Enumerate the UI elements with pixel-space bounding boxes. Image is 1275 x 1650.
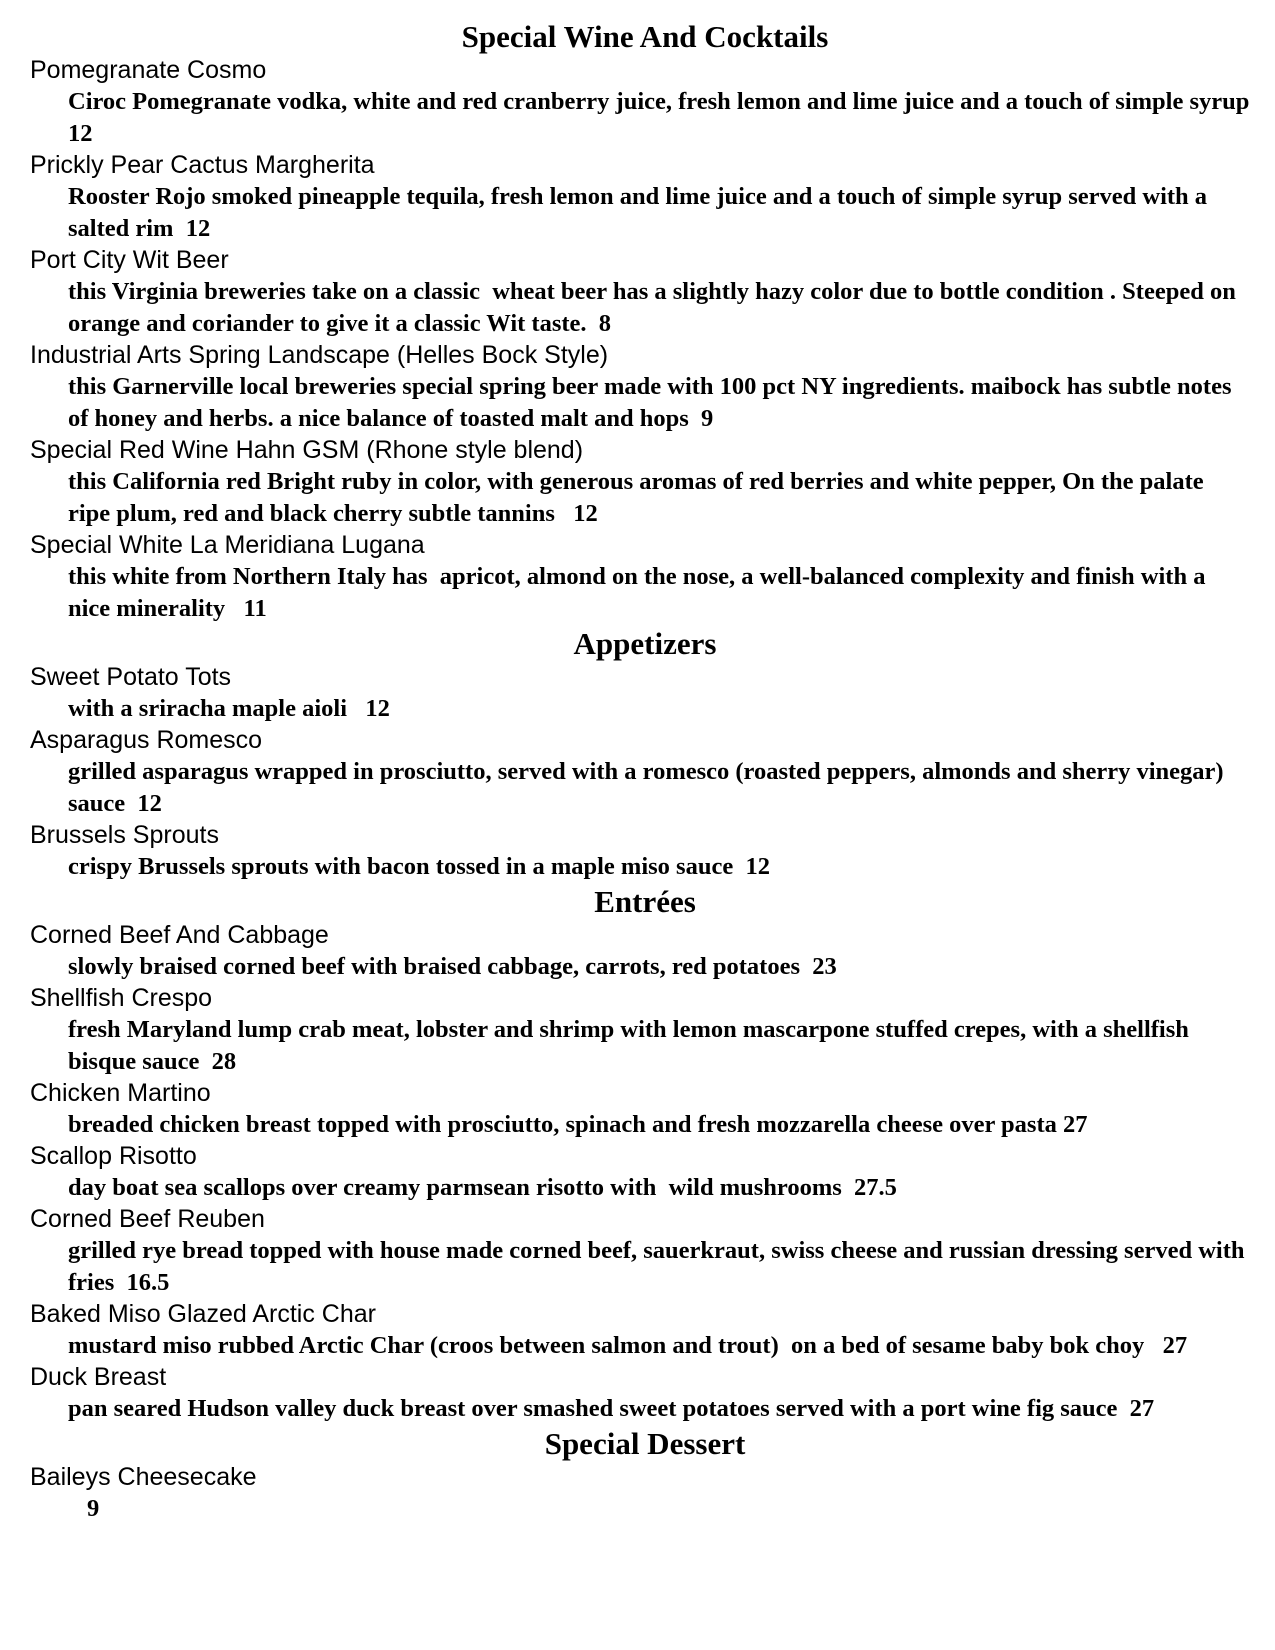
item-name: Pomegranate Cosmo <box>30 56 267 84</box>
item-name: Sweet Potato Tots <box>30 663 232 691</box>
item-name: Brussels Sprouts <box>30 821 219 849</box>
menu-item <box>30 1204 1250 1299</box>
section-entrees <box>30 883 1250 1425</box>
item-name: Chicken Martino <box>30 1079 211 1107</box>
item-description: pan seared Hudson valley duck breast over smashed sweet potatoes served with a port wine fig sauce 27 <box>68 1395 1155 1422</box>
item-name: Special Red Wine Hahn GSM (Rhone style blend) <box>30 436 584 464</box>
section-title-appetizers: Appetizers <box>573 626 717 661</box>
menu-item <box>30 340 1250 435</box>
menu-item <box>30 530 1250 625</box>
item-name: Prickly Pear Cactus Margherita <box>30 151 375 179</box>
item-name: Corned Beef Reuben <box>30 1205 265 1233</box>
item-name: Baked Miso Glazed Arctic Char <box>30 1300 376 1328</box>
item-description: Ciroc Pomegranate vodka, white and red cranberry juice, fresh lemon and lime juice and a touch of simple syrup 12 <box>68 88 1262 147</box>
menu-item <box>30 920 1250 983</box>
item-description: this white from Northern Italy has apricot, almond on the nose, a well-balanced complexity and finish with a nice minerality 11 <box>68 563 1212 622</box>
menu-item <box>30 245 1250 340</box>
item-description: breaded chicken breast topped with prosciutto, spinach and fresh mozzarella cheese over pasta 27 <box>68 1111 1088 1138</box>
item-description: this California red Bright ruby in color, with generous aromas of red berries and white pepper, On the palate ripe plum, red and black cherry subtle tannins 12 <box>68 468 1210 527</box>
item-name: Baileys Cheesecake <box>30 1463 257 1491</box>
section-wine-cocktails <box>30 18 1262 625</box>
item-description: day boat sea scallops over creamy parmsean risotto with wild mushrooms 27.5 <box>68 1174 897 1201</box>
menu-item <box>30 725 1250 820</box>
section-dessert <box>30 1425 1250 1525</box>
item-name: Special White La Meridiana Lugana <box>30 531 425 559</box>
menu-item <box>30 1078 1250 1141</box>
item-description: slowly braised corned beef with braised cabbage, carrots, red potatoes 23 <box>68 953 837 980</box>
menu-item <box>30 55 1262 150</box>
menu-item <box>30 1362 1250 1425</box>
item-description: this Garnerville local breweries special spring beer made with 100 pct NY ingredients. maibock has subtle notes of honey and herbs. a nice balance of toasted malt and hops 9 <box>68 373 1238 432</box>
menu-item <box>30 983 1250 1078</box>
menu-page <box>30 18 1262 1525</box>
menu-item <box>30 1299 1250 1362</box>
item-description: with a sriracha maple aioli 12 <box>68 695 390 722</box>
section-title-dessert: Special Dessert <box>544 1426 746 1461</box>
item-name: Duck Breast <box>30 1363 167 1391</box>
menu-item <box>30 1141 1250 1204</box>
item-description: this Virginia breweries take on a classic wheat beer has a slightly hazy color due to bottle condition . Steeped on orange and coriander to give it a classic Wit taste. 8 <box>68 278 1242 337</box>
item-description: crispy Brussels sprouts with bacon tossed in a maple miso sauce 12 <box>68 853 770 880</box>
item-description: mustard miso rubbed Arctic Char (croos between salmon and trout) on a bed of sesame baby bok choy 27 <box>68 1332 1188 1359</box>
menu-item <box>30 662 1250 725</box>
item-description: grilled rye bread topped with house made corned beef, sauerkraut, swiss cheese and russian dressing served with fries 16.5 <box>68 1237 1251 1296</box>
item-name: Asparagus Romesco <box>30 726 263 754</box>
item-name: Shellfish Crespo <box>30 984 213 1012</box>
item-name: Port City Wit Beer <box>30 246 229 274</box>
section-title-wine: Special Wine And Cocktails <box>461 19 829 54</box>
menu-item <box>30 435 1250 530</box>
menu-item <box>30 820 1250 883</box>
item-description: fresh Maryland lump crab meat, lobster and shrimp with lemon mascarpone stuffed crepes, with a shellfish bisque sauce 28 <box>68 1016 1195 1075</box>
item-name: Industrial Arts Spring Landscape (Helles Bock Style) <box>30 341 609 369</box>
item-price: 9 <box>87 1495 100 1522</box>
section-title-entrees: Entrées <box>594 884 696 919</box>
menu-item <box>30 150 1250 245</box>
item-description: Rooster Rojo smoked pineapple tequila, fresh lemon and lime juice and a touch of simple syrup served with a salted rim 12 <box>68 183 1214 242</box>
item-description: grilled asparagus wrapped in prosciutto, served with a romesco (roasted peppers, almonds and sherry vinegar) sauce 12 <box>68 758 1230 817</box>
item-name: Corned Beef And Cabbage <box>30 921 329 949</box>
menu-item <box>30 1462 1250 1525</box>
item-name: Scallop Risotto <box>30 1142 197 1170</box>
section-appetizers <box>30 625 1250 883</box>
